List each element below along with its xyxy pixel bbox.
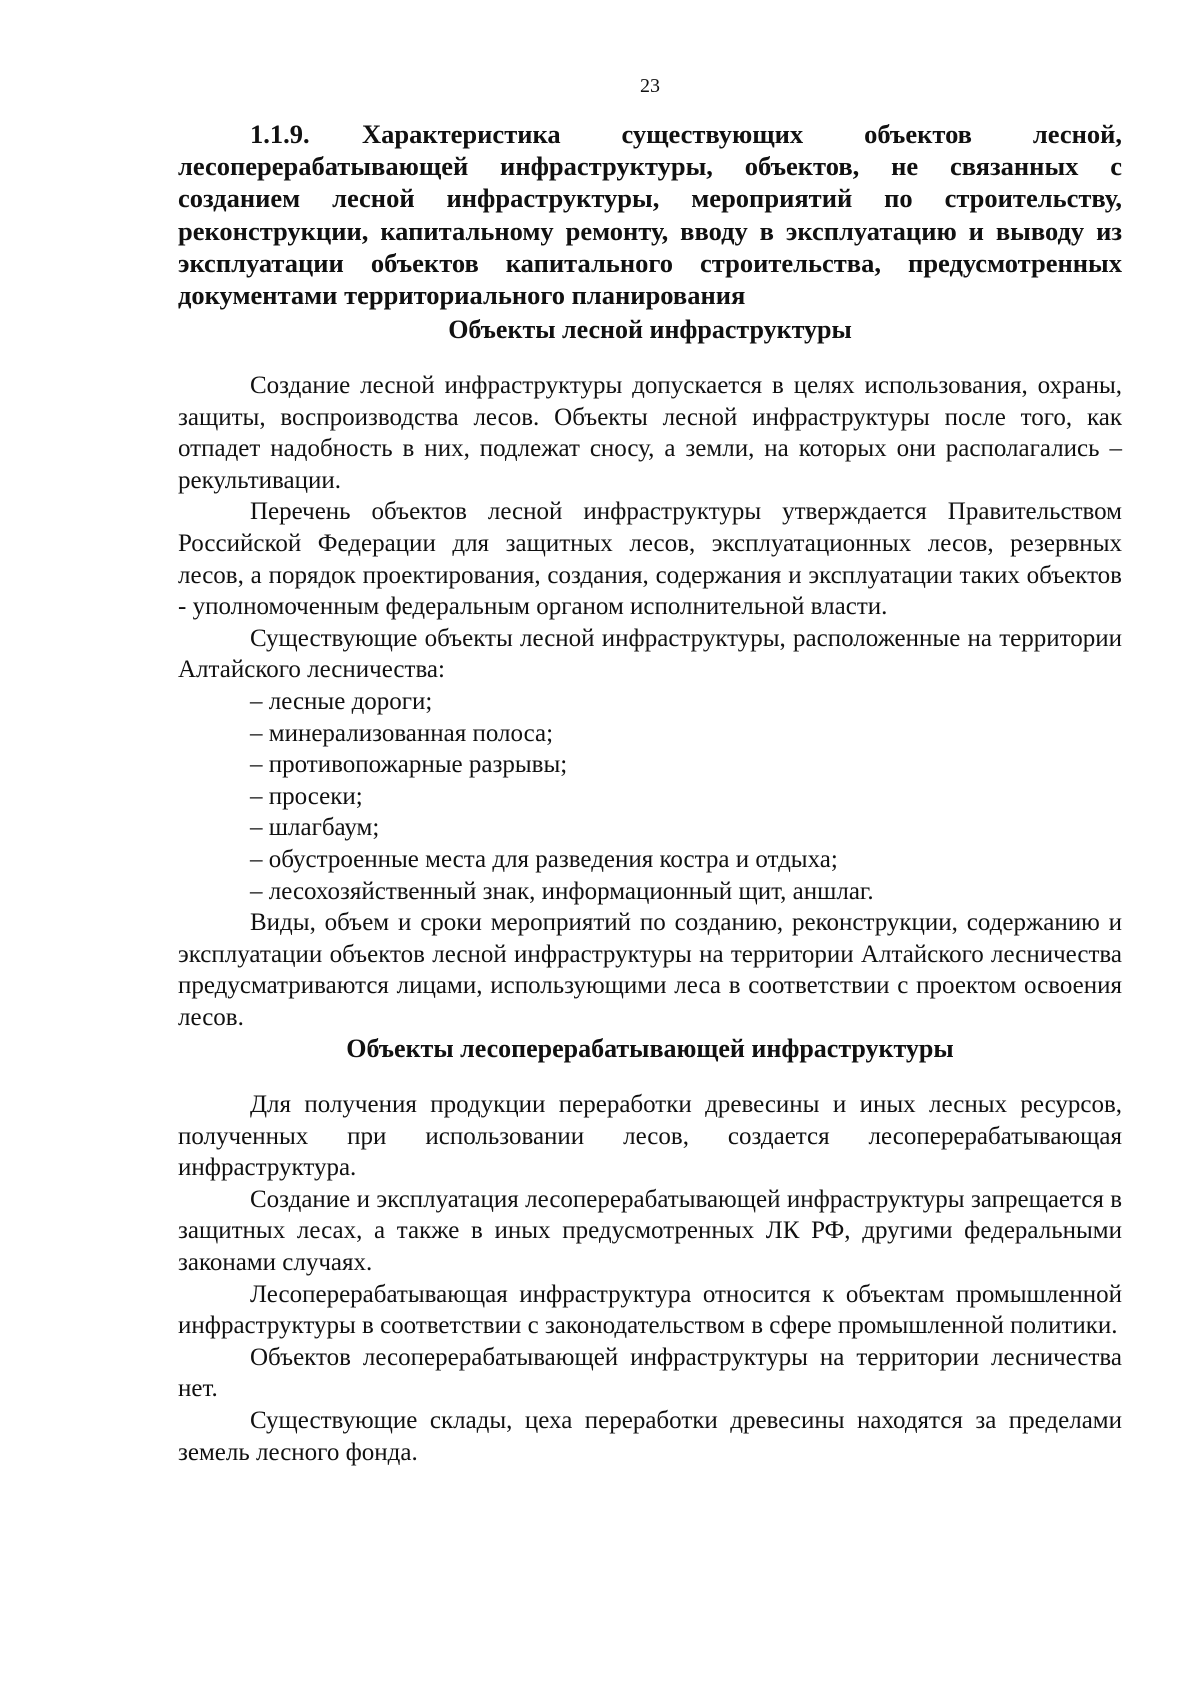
paragraph: Для получения продукции переработки древесины и иных лесных ресурсов, полученных при использовании лесов, создается лесоперерабатывающая инфраструктура. — [178, 1091, 1122, 1182]
paragraph: Перечень объектов лесной инфраструктуры утверждается Правительством Российской Федерации для защитных лесов, эксплуатационных лесов, резервных лесов, а порядок проектирования, создания, содержания и эксплуатации таких объектов - уполномоченным федеральным органом исполнительной власти. — [178, 498, 1122, 621]
paragraph: Существующие склады, цеха переработки древесины находятся за пределами земель лесного фонда. — [178, 1406, 1122, 1466]
paragraph: Существующие объекты лесной инфраструктуры, расположенные на территории Алтайского лесничества: — [178, 624, 1122, 684]
section-forest-infrastructure-body — [178, 370, 1122, 1033]
main-heading — [178, 118, 1122, 311]
paragraph: Создание и эксплуатация лесоперерабатывающей инфраструктуры запрещается в защитных лесах, а также в иных предусмотренных ЛК РФ, другими федеральными законами случаях. — [178, 1185, 1122, 1276]
paragraph: Виды, объем и сроки мероприятий по созданию, реконструкции, содержанию и эксплуатации объектов лесной инфраструктуры на территории Алтайского лесничества предусматриваются лицами, использующими леса в соответствии с проектом освоения лесов. — [178, 909, 1122, 1031]
section-title-forest-infrastructure: Объекты лесной инфраструктуры — [448, 315, 852, 344]
paragraph: Лесоперерабатывающая инфраструктура относится к объектам промышленной инфраструктуры в соответствии с законодательством в сфере промышленной политики. — [178, 1280, 1122, 1340]
paragraph: Объектов лесоперерабатывающей инфраструктуры на территории лесничества нет. — [178, 1343, 1122, 1403]
heading-text: Характеристика существующих объектов лесной, лесоперерабатывающей инфраструктуры, объектов, не связанных с созданием лесной инфраструктуры, мероприятий по строительству, реконструкции, капитальному ремонту, вводу в эксплуатацию и выводу из эксплуатации объектов капитального строительства, предусмотренных документами территориального планирования — [178, 119, 1122, 311]
paragraph: Создание лесной инфраструктуры допускается в целях использования, охраны, защиты, воспроизводства лесов. Объекты лесной инфраструктуры после того, как отпадет надобность в них, подлежат сносу, а земли, на которых они располагались – рекультивации. — [178, 372, 1122, 494]
section-wood-processing-body — [178, 1089, 1122, 1468]
heading-number: 1.1.9. — [250, 119, 310, 149]
list-item: – противопожарные разрывы; — [250, 751, 568, 779]
list-item: – просеки; — [250, 782, 363, 810]
list-item: – шлагбаум; — [250, 814, 380, 842]
list-item: – обустроенные места для разведения костра и отдыха; — [250, 845, 838, 873]
list-item: – лесохозяйственный знак, информационный щит, аншлаг. — [250, 877, 874, 905]
list-item: – минерализованная полоса; — [250, 719, 554, 747]
page-number: 23 — [640, 75, 660, 97]
list-item: – лесные дороги; — [250, 687, 433, 715]
section-title-wood-processing-infrastructure: Объекты лесоперерабатывающей инфраструктуры — [346, 1034, 954, 1063]
